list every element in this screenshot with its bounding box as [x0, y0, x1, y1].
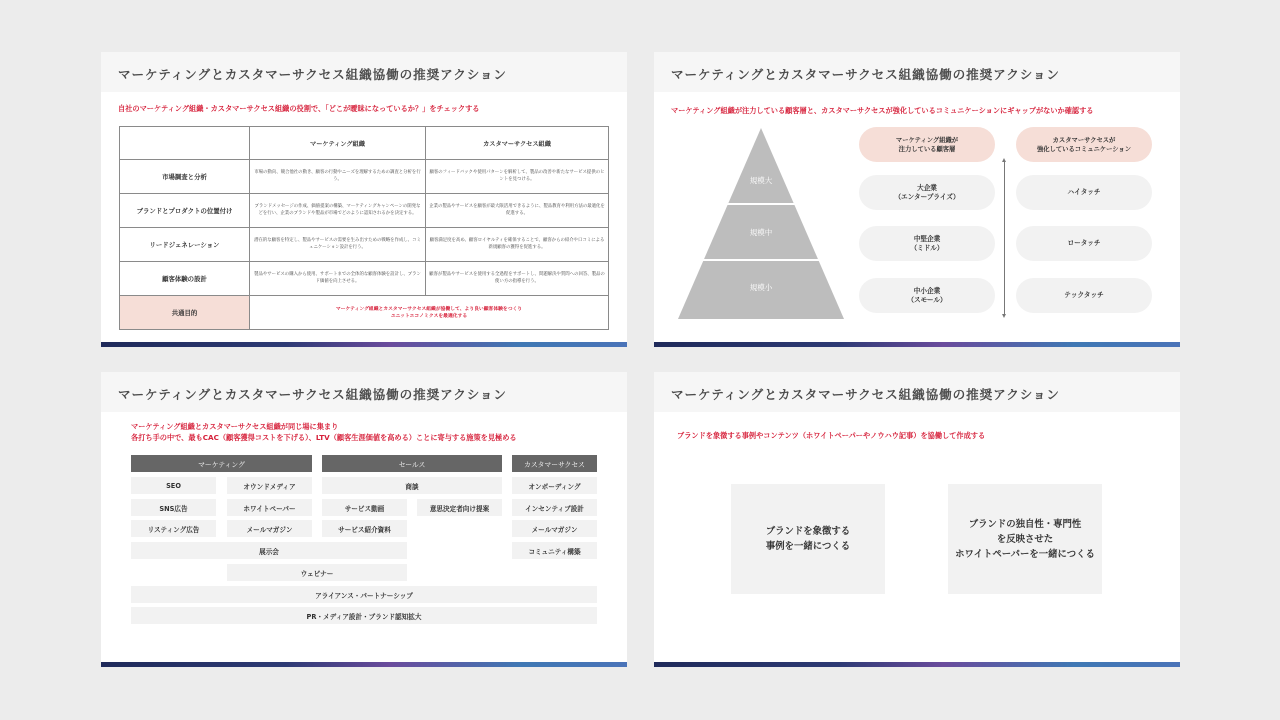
header-line: 注力している顧客層 — [898, 145, 956, 153]
gradient-footer-bar — [654, 342, 1180, 347]
segment-name: 大企業 — [917, 183, 937, 192]
column-header-marketing: マーケティング — [131, 455, 312, 472]
tactic-cell: アライアンス・パートナーシップ — [131, 586, 597, 603]
tactic-cell: メールマガジン — [227, 520, 312, 537]
marketing-focus-header — [859, 127, 995, 162]
tactic-cell: オンボーディング — [512, 477, 597, 494]
slide-title: マーケティングとカスタマーサクセス組織協働の推奨アクション — [118, 67, 507, 82]
header-line: 強化しているコミュニケーション — [1036, 145, 1132, 153]
segment-sub: （エンタープライズ） — [894, 192, 960, 201]
tactic-cell: ウェビナー — [227, 564, 407, 581]
column-header-cs: カスタマーサクセス組織 — [426, 127, 609, 160]
case-study-box — [731, 484, 885, 594]
segment-sub: （スモール） — [907, 295, 947, 304]
box-line: を反映させた — [996, 533, 1054, 545]
tactic-cell: 展示会 — [131, 542, 407, 559]
row-label: ブランドとプロダクトの位置付け — [120, 194, 250, 228]
cs-desc: 顧客満足度を高め、顧客ロイヤルティを確保することで、顧客からの紹介や口コミによる新規顧客の獲得を促進する。 — [426, 228, 609, 262]
touch-high: ハイタッチ — [1016, 175, 1152, 210]
table-row — [120, 228, 609, 262]
table-row — [120, 262, 609, 296]
cs-desc: 企業の製品やサービスを顧客が最大限活用できるように、製品教育や利用方法の最適化を促進する。 — [426, 194, 609, 228]
table-row — [120, 194, 609, 228]
tactic-cell: オウンドメディア — [227, 477, 312, 494]
table-row-goal — [120, 296, 609, 330]
segment-middle — [859, 226, 995, 261]
row-label: 市場調査と分析 — [120, 160, 250, 194]
touch-tech: テックタッチ — [1016, 278, 1152, 313]
tactic-cell: サービス紹介資料 — [322, 520, 407, 537]
segment-small — [859, 278, 995, 313]
slide-lead: マーケティング組織が注力している顧客層と、カスタマーサクセスが強化しているコミュニケーションにギャップがないか確認する — [671, 106, 1094, 115]
slide-title: マーケティングとカスタマーサクセス組織協働の推奨アクション — [118, 387, 507, 402]
tactic-cell: SEO — [131, 477, 216, 494]
gradient-footer-bar — [654, 662, 1180, 667]
role-comparison-table — [119, 126, 609, 330]
marketing-desc: 市場の動向、競合他社の動き、顧客の行動やニーズを理解するための調査と分析を行う。 — [250, 160, 426, 194]
goal-text — [250, 296, 609, 330]
cs-desc: 顧客のフィードバックや使用パターンを解析して、製品の改善や新たなサービス提供のヒントを見つける。 — [426, 160, 609, 194]
tier-medium: 規模中 — [749, 228, 773, 237]
column-header-cs: カスタマーサクセス — [512, 455, 597, 472]
cs-communication-header — [1016, 127, 1152, 162]
cs-desc: 顧客が製品やサービスを使用する全過程をサポートし、問題解決や質問への回答、製品の使い方の指導を行う。 — [426, 262, 609, 296]
box-line: ブランドの独自性・専門性 — [968, 518, 1082, 530]
tactic-cell: インセンティブ設計 — [512, 499, 597, 516]
box-line: ブランドを象徴する — [765, 526, 851, 537]
slide-role-check — [101, 52, 627, 347]
row-label: リードジェネレーション — [120, 228, 250, 262]
gradient-footer-bar — [101, 662, 627, 667]
slide-title: マーケティングとカスタマーサクセス組織協働の推奨アクション — [671, 67, 1060, 82]
tactic-cell: サービス動画 — [322, 499, 407, 516]
box-line: ホワイトペーパーを一緒につくる — [955, 548, 1095, 560]
touch-low: ロータッチ — [1016, 226, 1152, 261]
slide-lead-1: マーケティング組織とカスタマーサクセス組織が同じ場に集まり — [131, 422, 339, 431]
tactic-cell: SNS広告 — [131, 499, 216, 516]
table-header-row — [120, 127, 609, 160]
marketing-desc: 製品やサービスの購入から使用、サポートまでの全体的な顧客体験を設計し、ブランド価値を向上させる。 — [250, 262, 426, 296]
slide-lead-2: 各打ち手の中で、最もCAC（顧客獲得コストを下げる）、LTV（顧客生涯価値を高める）ことに寄与する施策を見極める — [131, 433, 517, 442]
tier-small: 規模小 — [749, 283, 773, 292]
double-arrow — [1004, 161, 1005, 315]
header-line: マーケティング組織が — [895, 136, 959, 144]
slide-customer-gap — [654, 52, 1180, 347]
slide-tactic-matrix — [101, 372, 627, 667]
customer-size-pyramid — [678, 128, 844, 319]
tactic-cell: コミュニティ構築 — [512, 542, 597, 559]
whitepaper-box — [948, 484, 1102, 594]
header-line: カスタマーサクセスが — [1052, 136, 1116, 144]
tactic-cell: 意思決定者向け提案 — [417, 499, 502, 516]
goal-line-2: ユニットエコノミクスを最適化する — [390, 313, 468, 319]
goal-line-1: マーケティング組織とカスタマーサクセス組織が協働して、より良い顧客体験をつくり — [335, 306, 523, 312]
segment-name: 中小企業 — [913, 286, 941, 295]
slide-lead: 自社のマーケティング組織・カスタマーサクセス組織の役割で、「どこが曖昧になっているか？」をチェックする — [118, 104, 480, 113]
row-label: 顧客体験の設計 — [120, 262, 250, 296]
tactic-cell: メールマガジン — [512, 520, 597, 537]
segment-sub: （ミドル） — [910, 243, 944, 252]
tactic-cell: PR・メディア設計・ブランド認知拡大 — [131, 607, 597, 624]
marketing-desc: 潜在的な顧客を特定し、製品やサービスの需要を生み出すための戦略を作成し、コミュニケーション設計を行う。 — [250, 228, 426, 262]
tactic-cell: 商談 — [322, 477, 502, 494]
gradient-footer-bar — [101, 342, 627, 347]
table-row — [120, 160, 609, 194]
slide-lead: ブランドを象徴する事例やコンテンツ（ホワイトペーパーやノウハウ記事）を協働して作成する — [677, 431, 986, 440]
table-corner-cell — [120, 127, 250, 160]
box-line: 事例を一緒につくる — [765, 541, 851, 552]
column-header-sales: セールス — [322, 455, 502, 472]
column-header-marketing: マーケティング組織 — [250, 127, 426, 160]
marketing-desc: ブランドメッセージの作成、価値提案の構築、マーケティングキャンペーンの開発などを行い、企業のブランドや製品が市場でどのように認知されるかを決定する。 — [250, 194, 426, 228]
goal-label: 共通目的 — [120, 296, 250, 330]
slide-co-create-content — [654, 372, 1180, 667]
tactic-cell: リスティング広告 — [131, 520, 216, 537]
tier-large: 規模大 — [749, 176, 773, 185]
tactic-cell: ホワイトペーパー — [227, 499, 312, 516]
segment-name: 中堅企業 — [913, 234, 941, 243]
slide-title: マーケティングとカスタマーサクセス組織協働の推奨アクション — [671, 387, 1060, 402]
segment-enterprise — [859, 175, 995, 210]
